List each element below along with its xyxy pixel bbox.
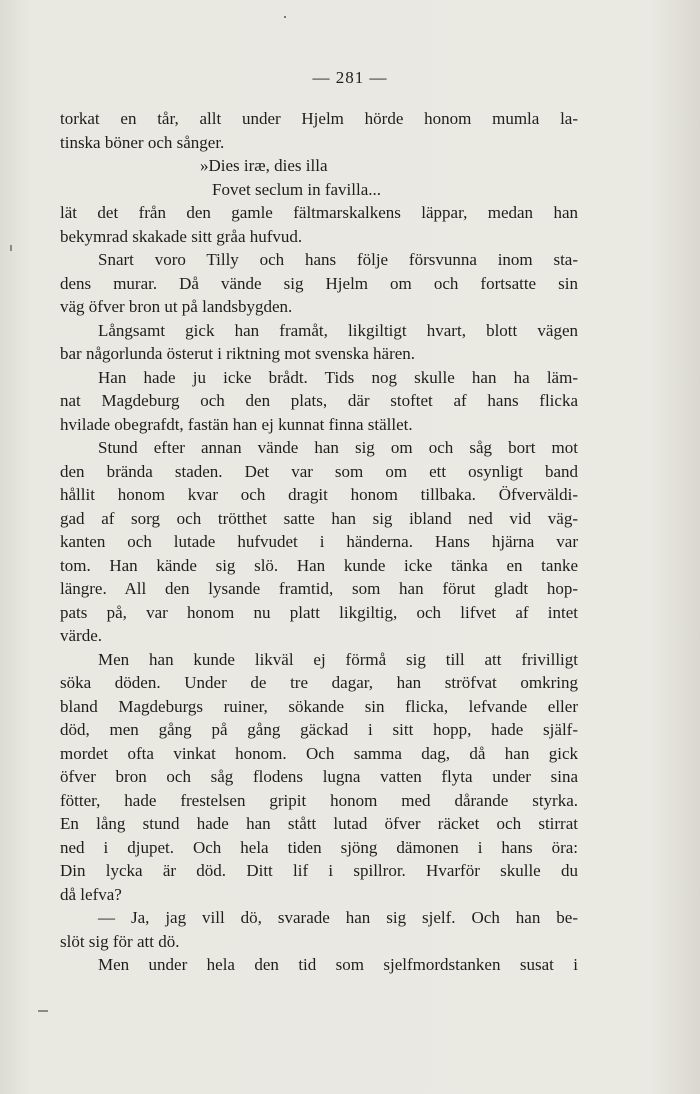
text-line: gad af sorg och trötthet satte han sig ibland ned vid väg- bbox=[60, 508, 578, 528]
text-line: slöt sig för att dö. bbox=[60, 931, 180, 951]
text-line: bar någorlunda österut i riktning mot svenska hären. bbox=[60, 344, 416, 363]
paragraph-start: Men under hela den tid som sjelfmordstanken susat i bbox=[98, 955, 578, 974]
text-line: hvilade obegrafdt, fastän han ej kunnat finna stället. bbox=[60, 414, 413, 434]
text-line: dens murar. Då vände sig Hjelm om och fortsatte sin bbox=[60, 273, 578, 293]
text-line: den brända staden. Det var som om ett osynligt band bbox=[60, 461, 578, 481]
verse-line: Fovet seclum in favilla... bbox=[212, 179, 382, 199]
text-line: då lefva? bbox=[60, 884, 122, 904]
text-line: Din lycka är död. Ditt lif i spillror. Hvarför skulle du bbox=[60, 861, 578, 880]
text-line: mordet ofta vinkat honom. Och samma dag, då han gick bbox=[60, 743, 578, 763]
text-line: bland Magdeburgs ruiner, sökande sin flicka, lefvande eller bbox=[60, 696, 578, 716]
text-line: fötter, hade frestelsen gripit honom med dårande styrka. bbox=[60, 790, 578, 810]
text-line: pats på, var honom nu platt likgiltig, och lifvet af intet bbox=[60, 602, 578, 622]
body-text bbox=[60, 107, 578, 977]
paragraph-start: Stund efter annan vände han sig om och såg bort mot bbox=[98, 438, 578, 457]
text-line: hållit honom kvar och dragit honom tillbaka. Öfverväldi- bbox=[60, 485, 578, 504]
text-line: kanten och lutade hufvudet i händerna. Hans hjärna var bbox=[60, 532, 578, 551]
text-line: söka döden. Under de tre dagar, han ströfvat omkring bbox=[60, 673, 578, 692]
verse-line: »Dies iræ, dies illa bbox=[200, 156, 328, 175]
paragraph-start: Men han kunde likväl ej förmå sig till att frivilligt bbox=[98, 649, 578, 669]
text-line: lät det från den gamle fältmarskalkens läppar, medan han bbox=[60, 203, 578, 222]
print-speck bbox=[284, 16, 286, 18]
paragraph-start: Han hade ju icke brådt. Tids nog skulle han ha läm- bbox=[98, 367, 578, 387]
margin-mark bbox=[38, 1010, 48, 1012]
text-line: bekymrad skakade sitt gråa hufvud. bbox=[60, 226, 303, 246]
text-line: tinska böner och sånger. bbox=[60, 132, 225, 152]
text-line: ned i djupet. Och hela tiden sjöng dämonen i hans öra: bbox=[60, 837, 578, 857]
paragraph-start: Långsamt gick han framåt, likgiltigt hvart, blott vägen bbox=[98, 320, 578, 340]
paragraph-start: — Ja, jag vill dö, svarade han sig sjelf. Och han be- bbox=[98, 908, 578, 927]
text-line: En lång stund hade han stått lutad öfver räcket och stirrat bbox=[60, 814, 578, 833]
text-line: värde. bbox=[60, 626, 103, 645]
paragraph-start: Snart voro Tilly och hans följe försvunna inom sta- bbox=[98, 250, 578, 269]
text-line: längre. All den lysande framtid, som han förut gladt hop- bbox=[60, 579, 578, 598]
text-line: öfver bron och såg flodens lugna vatten flyta under sina bbox=[60, 767, 578, 786]
text-line: väg öfver bron ut på landsbygden. bbox=[60, 297, 293, 316]
text-line: tom. Han kände sig slö. Han kunde icke tänka en tanke bbox=[60, 555, 578, 575]
text-line: torkat en tår, allt under Hjelm hörde honom mumla la- bbox=[60, 109, 578, 128]
margin-mark bbox=[10, 245, 12, 251]
text-line: nat Magdeburg och den plats, där stoftet af hans flicka bbox=[60, 391, 578, 410]
page-number: — 281 — bbox=[312, 68, 388, 87]
text-line: död, men gång på gång gäckad i sitt hopp, hade själf- bbox=[60, 720, 578, 739]
